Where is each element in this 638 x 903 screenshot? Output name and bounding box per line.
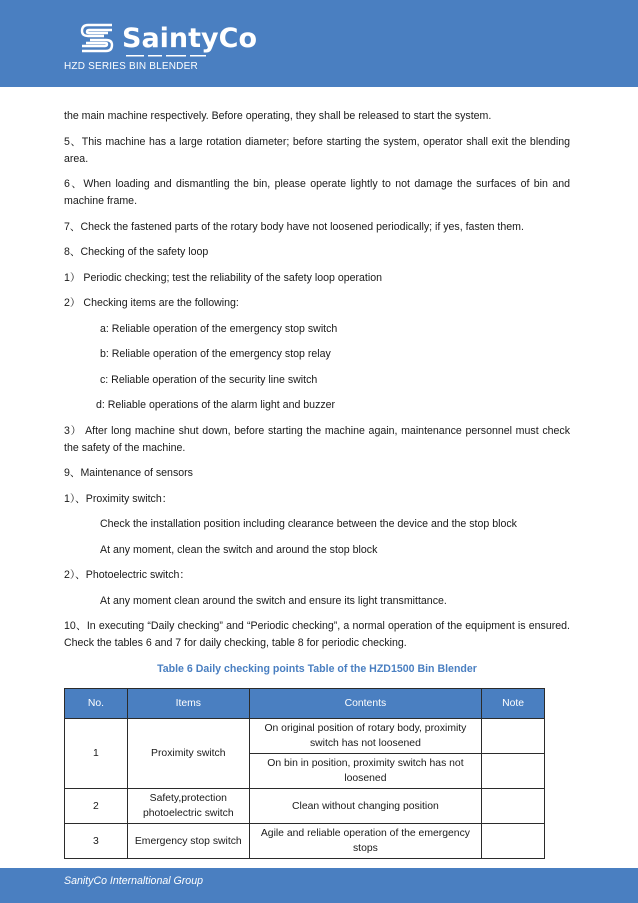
logo-mark-icon (78, 22, 116, 54)
paragraph: 3） After long machine shut down, before starting the machine again, maintenance personnel must check the safety of the machine. (64, 424, 570, 454)
paragraph: 1）、Proximity switch： (64, 492, 173, 505)
column-header: Note (482, 689, 545, 719)
row-number: 2 (65, 789, 128, 824)
page-header (0, 0, 638, 87)
row-contents: Clean without changing position (249, 789, 481, 824)
list-item: At any moment clean around the switch and ensure its light transmittance. (100, 594, 447, 607)
list-item: Check the installation position including clearance between the device and the stop block (100, 518, 517, 530)
column-header: Contents (249, 689, 481, 719)
row-contents: Agile and reliable operation of the emergency stops (249, 824, 481, 859)
table-row (65, 824, 545, 859)
logo-tagline-graphic (124, 52, 210, 60)
row-note (482, 789, 545, 824)
row-note (482, 719, 545, 754)
paragraph: 7、Check the fastened parts of the rotary body have not loosened periodically; if yes, fasten them. (64, 220, 524, 233)
table-header-row (65, 689, 545, 719)
paragraph: 10、In executing “Daily checking” and “Periodic checking”, a normal operation of the equipment is ensured. Check the tables 6 and 7 for daily checking, table 8 for periodic checking. (64, 620, 570, 649)
paragraph: the main machine respectively. Before operating, they shall be released to start the system. (64, 110, 492, 122)
paragraph: 6、When loading and dismantling the bin, please operate lightly to not damage the surfaces of bin and machine frame. (64, 178, 570, 207)
section-heading: 9、Maintenance of sensors (64, 467, 193, 479)
footer-text: SanityCo Internaltional Group (64, 875, 203, 887)
paragraph: 2）、Photoelectric switch： (64, 569, 190, 581)
row-item: Proximity switch (127, 719, 249, 789)
document-body (64, 108, 570, 690)
series-label: HZD SERIES BIN BLENDER (64, 61, 198, 72)
company-logo (78, 22, 257, 54)
row-item: Emergency stop switch (127, 824, 249, 859)
paragraph: 1） Periodic checking; test the reliability of the safety loop operation (64, 271, 382, 284)
section-heading: 8、Checking of the safety loop (64, 246, 209, 258)
daily-checking-table (64, 688, 545, 859)
row-number: 3 (65, 824, 128, 859)
paragraph: 2） Checking items are the following: (64, 297, 239, 309)
row-contents: On bin in position, proximity switch has not loosened (249, 754, 481, 789)
row-note (482, 824, 545, 859)
row-contents: On original position of rotary body, proximity switch has not loosened (249, 719, 481, 754)
list-item: b: Reliable operation of the emergency stop relay (100, 348, 331, 360)
list-item: c: Reliable operation of the security line switch (100, 373, 318, 386)
row-item: Safety,protection photoelectric switch (127, 789, 249, 824)
row-note (482, 754, 545, 789)
list-item: a: Reliable operation of the emergency stop switch (100, 322, 338, 335)
table-caption: Table 6 Daily checking points Table of the HZD1500 Bin Blender (157, 662, 477, 675)
paragraph: 5、This machine has a large rotation diameter; before starting the system, operator shall exit the blending area. (64, 135, 570, 165)
column-header: No. (65, 689, 128, 719)
row-number: 1 (65, 719, 128, 789)
brand-name: SaintyCo (122, 22, 258, 54)
list-item: d: Reliable operations of the alarm light and buzzer (96, 399, 336, 411)
list-item: At any moment, clean the switch and around the stop block (100, 543, 378, 556)
table-row (65, 789, 545, 824)
column-header: Items (127, 689, 249, 719)
table-row (65, 719, 545, 754)
